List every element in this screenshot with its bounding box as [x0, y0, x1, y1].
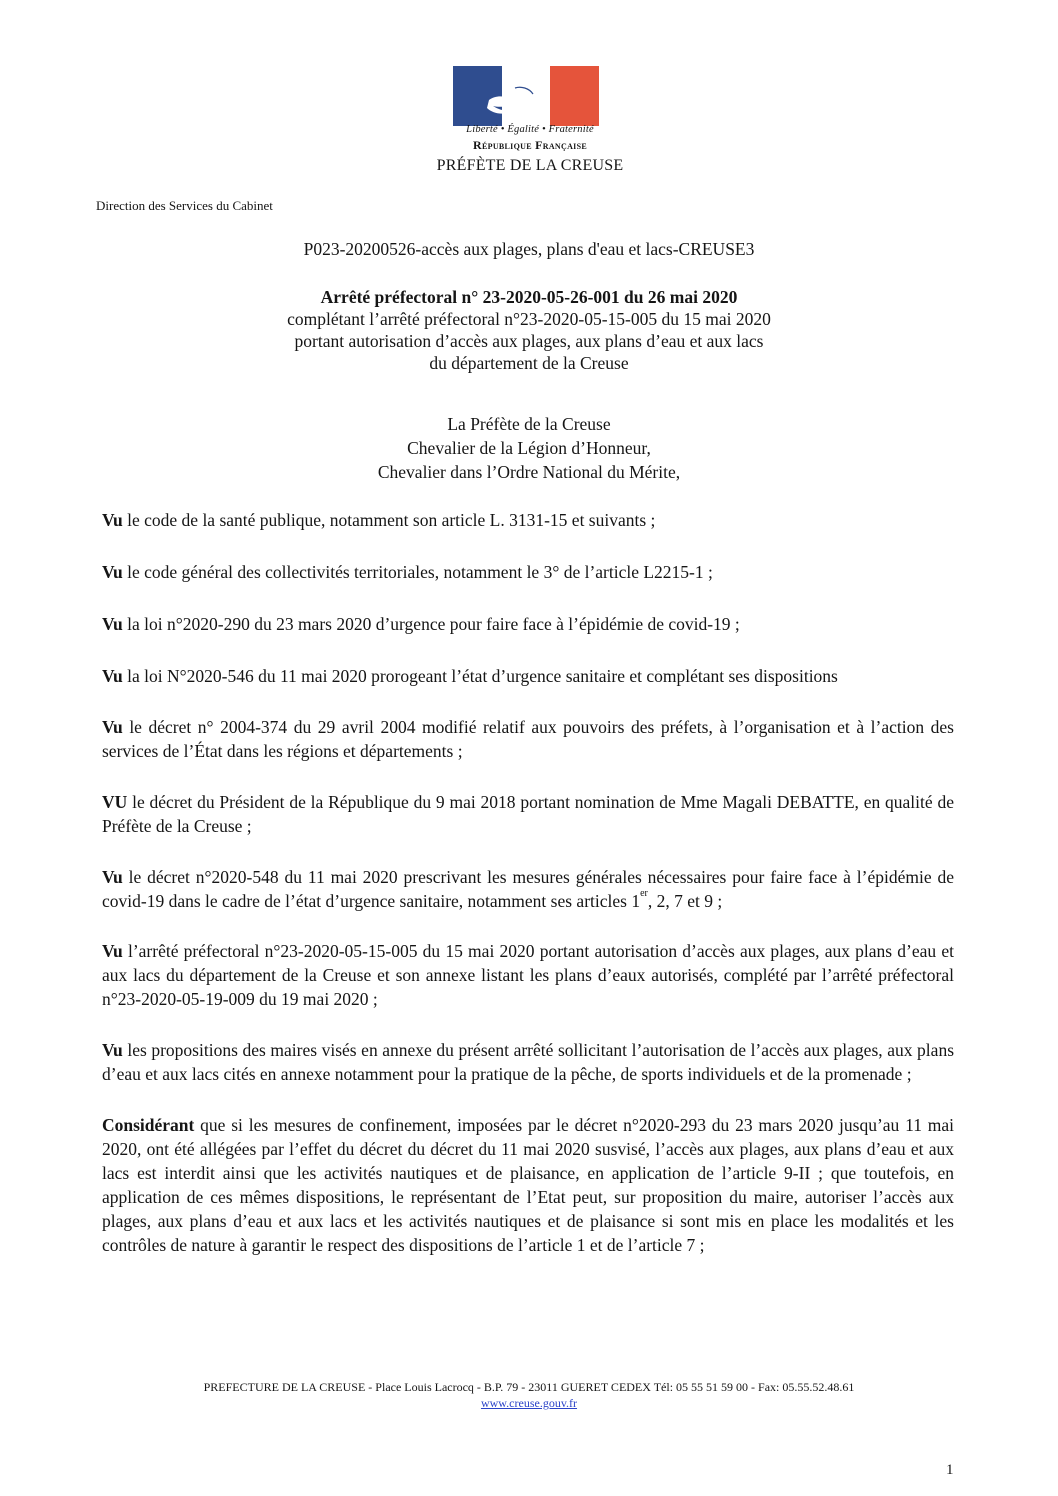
page-number: 1: [946, 1462, 954, 1478]
recital-text: le décret n° 2004-374 du 29 avril 2004 modifié relatif aux pouvoirs des préfets, à l’organisation et à l’action des services de l’État dans les régions et départements ;: [102, 717, 954, 761]
footer-address: PREFECTURE DE LA CREUSE - Place Louis Lacrocq - B.P. 79 - 23011 GUERET CEDEX Tél: 05 55 51 59 00 - Fax: 05.55.52.48.61: [203, 1380, 855, 1394]
republique-francaise-label: République Française: [473, 138, 587, 152]
authority-line: Chevalier de la Légion d’Honneur,: [407, 438, 651, 458]
consideration-lead: Considérant: [102, 1115, 195, 1135]
recital-text: la loi n°2020-290 du 23 mars 2020 d’urgence pour faire face à l’épidémie de covid-19 ;: [122, 614, 740, 634]
consideration-text: que si les mesures de confinement, imposées par le décret n°2020-293 du 23 mars 2020 jusqu’au 11 mai 2020, ont été allégées par l’effet du décret du décret du 11 mai 2020 susvisé, l’accès aux plages, aux plans d’eau et aux lacs est interdit ainsi que les activités nautiques et de plaisance, en application de l’article 9-II ; que toutefois, en application de ces mêmes dispositions, le représentant de l’Etat peut, sur proposition du maire, autoriser l’accès aux plages, aux plans d’eau et aux lacs et les activités nautiques et de plaisance si sont mis en place les modalités et les contrôles de nature à garantir le respect des dispositions de l’article 1 et de l’article 7 ;: [102, 1115, 954, 1255]
marianne-logo: [453, 66, 599, 126]
recital-text: les propositions des maires visés en annexe du présent arrêté sollicitant l’autorisation de l’accès aux plages, aux plans d’eau et aux lacs cités en annexe notamment pour la pratique de la pêche, de sports individuels et de la promenade ;: [102, 1040, 954, 1084]
recital-paragraph: [102, 790, 954, 838]
recital-paragraph: [102, 612, 954, 636]
recital-lead: Vu: [102, 666, 123, 686]
website-link[interactable]: www.creuse.gouv.fr: [480, 1396, 578, 1410]
authority-line: Chevalier dans l’Ordre National du Mérite,: [377, 462, 681, 482]
decree-title-block: [0, 286, 1058, 374]
recital-lead: VU: [102, 792, 128, 812]
recital-lead: Vu: [102, 510, 123, 530]
recital-lead: Vu: [102, 867, 123, 887]
document-reference: P023-20200526-accès aux plages, plans d'eau et lacs-CREUSE3: [303, 239, 755, 259]
recital-text: l’arrêté préfectoral n°23-2020-05-15-005 du 15 mai 2020 portant autorisation d’accès aux plages, aux plans d’eau et aux lacs du département de la Creuse et son annexe listant les plans d’eaux autorisés, complété par l’arrêté préfectoral n°23-2020-05-19-009 du 19 mai 2020 ;: [102, 941, 954, 1009]
prefecture-name: PRÉFÈTE DE LA CREUSE: [436, 157, 624, 174]
recital-text: le décret n°2020-548 du 11 mai 2020 prescrivant les mesures générales nécessaires pour faire face à l’épidémie de covid-19 dans le cadre de l’état d’urgence sanitaire, notamment ses articles 1: [102, 867, 954, 911]
decree-subtitle-line: complétant l’arrêté préfectoral n°23-2020-05-15-005 du 15 mai 2020: [287, 309, 771, 329]
page-footer: [0, 1379, 1058, 1411]
service-name: Direction des Services du Cabinet: [96, 198, 273, 213]
recital-lead: Vu: [102, 1040, 123, 1060]
decree-subtitle-line: portant autorisation d’accès aux plages, aux plans d’eau et aux lacs: [294, 331, 764, 351]
decree-body: [102, 508, 954, 1257]
recital-text: le code général des collectivités territoriales, notamment le 3° de l’article L2215-1 ;: [122, 562, 713, 582]
recital-paragraph: [102, 715, 954, 763]
recital-text: la loi N°2020-546 du 11 mai 2020 prorogeant l’état d’urgence sanitaire et complétant ses dispositions: [122, 666, 838, 686]
recital-text: le code de la santé publique, notamment son article L. 3131-15 et suivants ;: [122, 510, 656, 530]
recital-lead: Vu: [102, 941, 123, 961]
recital-paragraph: [102, 939, 954, 1011]
recital-lead: Vu: [102, 614, 123, 634]
recital-paragraph: [102, 865, 954, 913]
consideration-paragraph: [102, 1113, 954, 1257]
recital-paragraph: [102, 508, 954, 532]
authority-block: [0, 412, 1058, 484]
decree-title: Arrêté préfectoral n° 23-2020-05-26-001 du 26 mai 2020: [320, 287, 738, 307]
recital-text: le décret du Président de la République du 9 mai 2018 portant nomination de Mme Magali DEBATTE, en qualité de Préfète de la Creuse ;: [102, 792, 954, 836]
recital-lead: Vu: [102, 717, 123, 737]
authority-line: La Préfète de la Creuse: [447, 414, 611, 434]
republic-motto: Liberté • Égalité • Fraternité: [466, 124, 594, 135]
superscript: er: [640, 888, 648, 899]
recital-paragraph: [102, 560, 954, 584]
recital-paragraph: [102, 1038, 954, 1086]
decree-subtitle-line: du département de la Creuse: [429, 353, 629, 373]
recital-text-tail: , 2, 7 et 9 ;: [647, 891, 723, 911]
recital-paragraph: [102, 664, 954, 688]
recital-lead: Vu: [102, 562, 123, 582]
